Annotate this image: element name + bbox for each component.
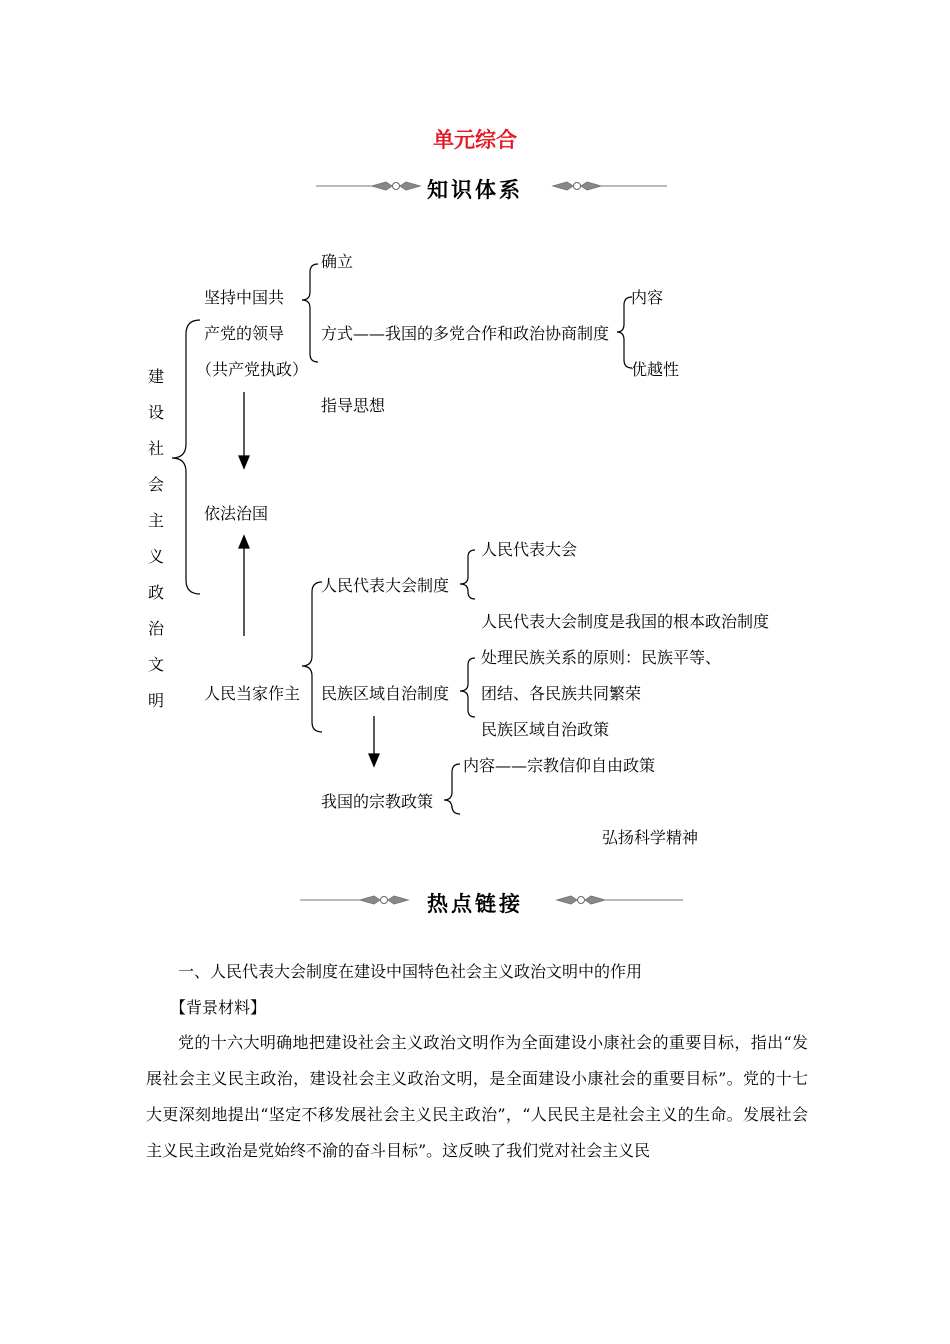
article-paragraph: 党的十六大明确地把建设社会主义政治文明作为全面建设小康社会的重要目标，指出“发展社会主义民主政治，建设社会主义政治文明，是全面建设小康社会的重要目标”。党的十七大更深刻地提出“坚定不移发展社会主义民主政治”，“人民民主是社会主义的生命。发展社会主义民主政治是党始终不渝的奋斗目标”。这反映了我们党对社会主义民 xyxy=(146,1033,808,1160)
node-fangshi: 方式——我国的多党合作和政治协商制度 xyxy=(321,324,610,343)
section-heading-knowledge: 知识体系 xyxy=(427,178,523,202)
node-yuanze-2: 团结、各民族共同繁荣 xyxy=(481,684,642,703)
root-char: 社 xyxy=(147,439,164,458)
root-char: 建 xyxy=(147,367,164,386)
root-vertical-text xyxy=(146,359,166,719)
node-zhidao: 指导思想 xyxy=(321,396,386,415)
node-zongjiao: 我国的宗教政策 xyxy=(321,792,434,811)
root-char: 设 xyxy=(147,403,164,422)
root-char: 治 xyxy=(147,619,164,638)
brace-fangshi xyxy=(617,297,632,368)
brace-people xyxy=(302,582,322,732)
node-kexue: 弘扬科学精神 xyxy=(602,828,699,847)
brace-zongjiao xyxy=(444,764,460,814)
node-zhengce: 民族区域自治政策 xyxy=(481,720,610,739)
background-label: 【背景材料】 xyxy=(170,998,267,1017)
brace-renda xyxy=(460,550,475,599)
page-title: 单元综合 xyxy=(433,128,517,152)
article-heading: 一、人民代表大会制度在建设中国特色社会主义政治文明中的作用 xyxy=(178,962,643,981)
node-rendazhidu: 人民代表大会制度 xyxy=(321,576,450,595)
root-char: 文 xyxy=(147,655,164,674)
section-heading-hotspot: 热点链接 xyxy=(427,892,523,916)
node-genben: 人民代表大会制度是我国的根本政治制度 xyxy=(481,612,770,631)
node-rendahui: 人民代表大会 xyxy=(481,540,578,559)
brace-party xyxy=(302,264,318,362)
node-people: 人民当家作主 xyxy=(204,684,301,703)
root-char: 主 xyxy=(147,511,164,530)
node-youyuexing: 优越性 xyxy=(631,360,680,379)
brace-minzu xyxy=(460,658,475,717)
node-minzuzhidu: 民族区域自治制度 xyxy=(321,684,450,703)
node-yuanze-1: 处理民族关系的原则：民族平等、 xyxy=(481,648,722,667)
root-char: 会 xyxy=(147,475,164,494)
party-line-1: 坚持中国共 xyxy=(204,288,285,307)
root-char: 义 xyxy=(147,547,164,566)
node-queli: 确立 xyxy=(321,252,354,271)
root-char: 政 xyxy=(147,583,164,602)
node-zongjiao-neirong: 内容——宗教信仰自由政策 xyxy=(463,756,656,775)
party-line-2: 产党的领导 xyxy=(204,324,285,343)
node-law: 依法治国 xyxy=(204,504,269,523)
root-char: 明 xyxy=(147,691,164,710)
party-line-3: （共产党执政） xyxy=(196,360,309,379)
node-neirong: 内容 xyxy=(631,288,664,307)
